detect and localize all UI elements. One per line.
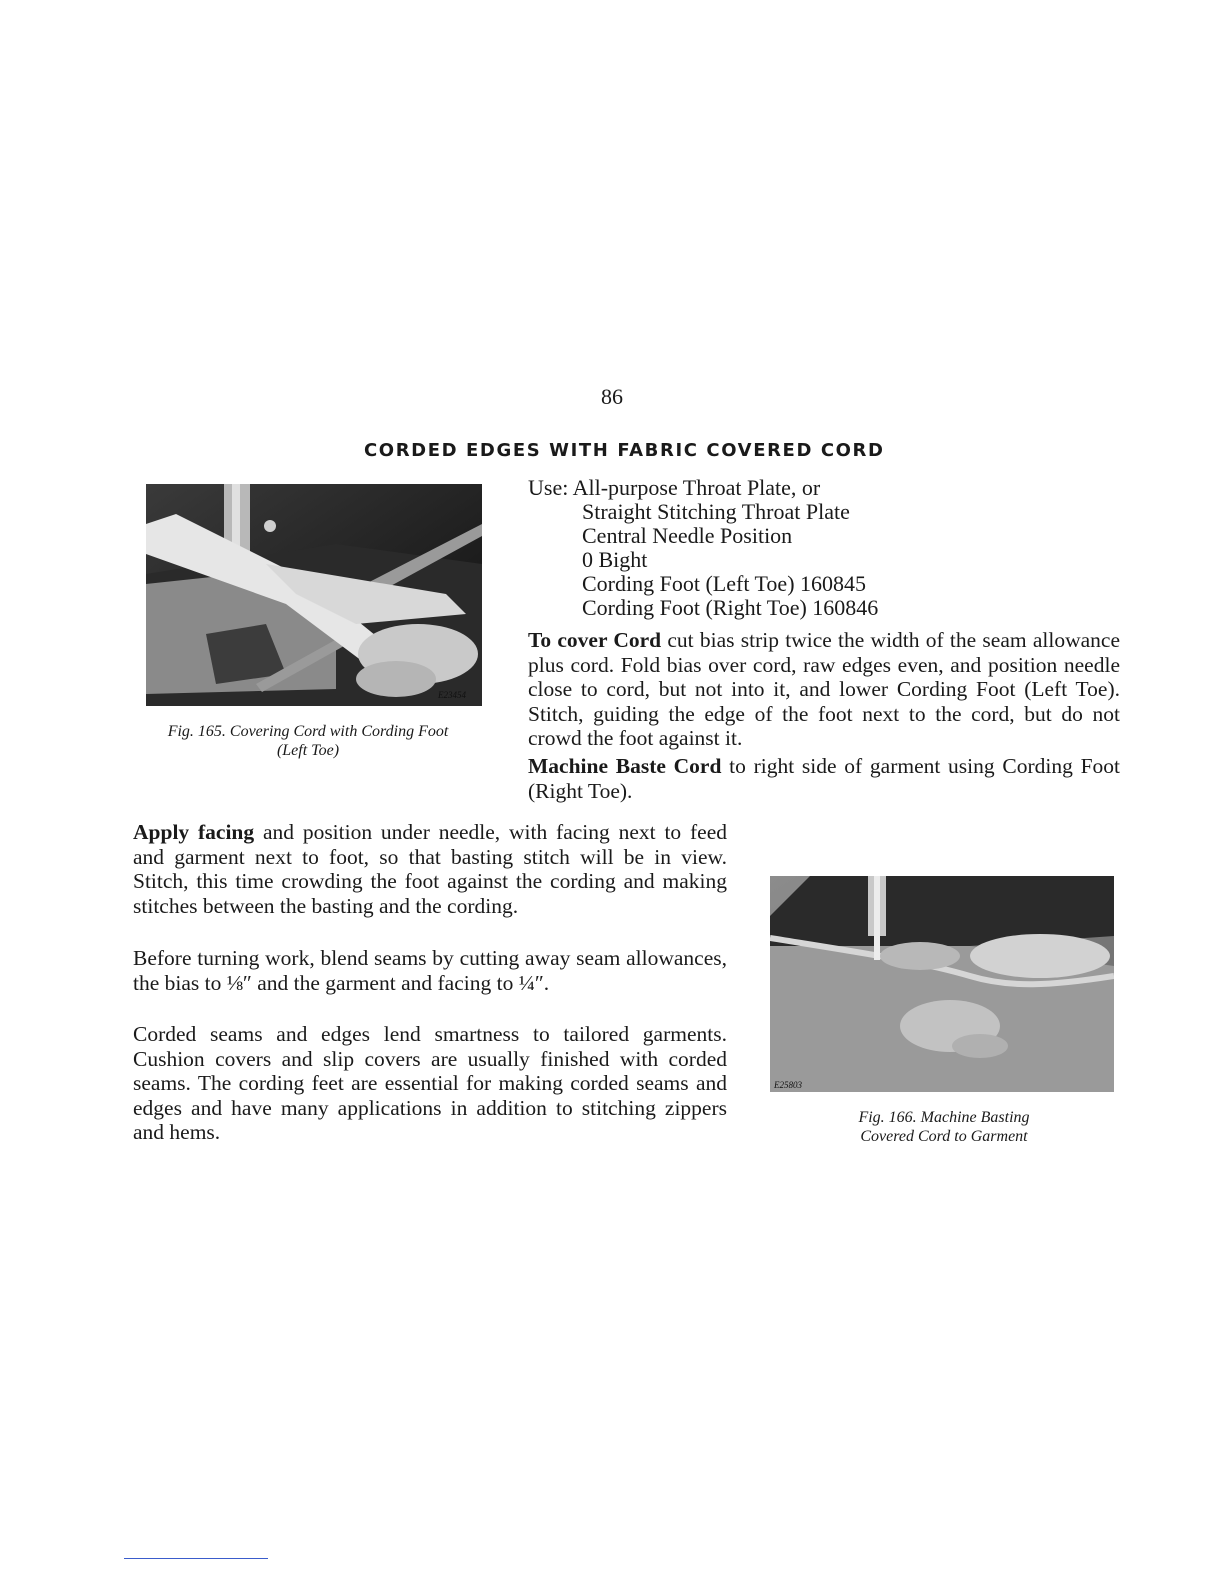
use-list-item: Central Needle Position (582, 523, 793, 548)
cover-cord-text: cut bias strip twice the width of the seam allowance plus cord. Fold bias over cord, raw edges even, and position needle close to cord, but not into it, and lower Cording Foot (Left Toe). Stitch, guiding the edge of the foot next to the cord, but do not crowd the foot against it. (528, 628, 1120, 750)
page-number: 86 (601, 384, 623, 409)
cover-cord-lead: To cover Cord (528, 628, 662, 652)
figure-166-caption-line2: Covered Cord to Garment (860, 1128, 1028, 1145)
figure-166-photo (770, 876, 1114, 1092)
use-list-item: Cording Foot (Left Toe) 160845 (582, 571, 867, 596)
figure-165-photo (146, 484, 482, 706)
machine-baste-paragraph (528, 754, 1120, 803)
corded-seams-paragraph: Corded seams and edges lend smartness to tailored garments. Cushion covers and slip covers are usually finished with corded seams. The cording feet are essential for making corded seams and edges and have many applications in addition to stitching zippers and hems. (133, 1022, 727, 1144)
use-list-item: Straight Stitching Throat Plate (582, 499, 850, 524)
figure-165-illustration (146, 484, 482, 706)
figure-166-illustration (770, 876, 1114, 1092)
cover-cord-paragraph (528, 628, 1120, 751)
apply-facing-paragraph (133, 820, 727, 918)
figure-165-caption-line1: Fig. 165. Covering Cord with Cording Foot (167, 723, 449, 740)
figure-165-caption (130, 722, 486, 760)
use-list-item: 0 Bight (582, 547, 648, 572)
use-list (528, 476, 1128, 620)
footer-rule (124, 1558, 268, 1559)
figure-165-caption-line2: (Left Toe) (276, 742, 340, 759)
apply-facing-text: and position under needle, with facing next to feed and garment next to foot, so that basting stitch will be in view. Stitch, this time crowding the foot against the cording and making stitches between the basting and the cording. (133, 820, 727, 918)
blend-seams-paragraph: Before turning work, blend seams by cutting away seam allowances, the bias to ⅛″ and the garment and facing to ¼″. (133, 946, 727, 995)
use-list-first: Use: All-purpose Throat Plate, or (528, 475, 821, 500)
machine-baste-text: to right side of garment using Cording Foot (Right Toe). (528, 754, 1121, 803)
machine-baste-lead: Machine Baste Cord (528, 754, 722, 778)
use-list-item: Cording Foot (Right Toe) 160846 (582, 595, 879, 620)
figure-166-code: E25803 (774, 1080, 802, 1090)
apply-facing-lead: Apply facing (133, 820, 255, 844)
section-heading: CORDED EDGES WITH FABRIC COVERED CORD (364, 440, 885, 461)
figure-165-code: E23454 (438, 690, 466, 700)
figure-166-caption (806, 1108, 1082, 1146)
figure-166-caption-line1: Fig. 166. Machine Basting (858, 1109, 1030, 1126)
